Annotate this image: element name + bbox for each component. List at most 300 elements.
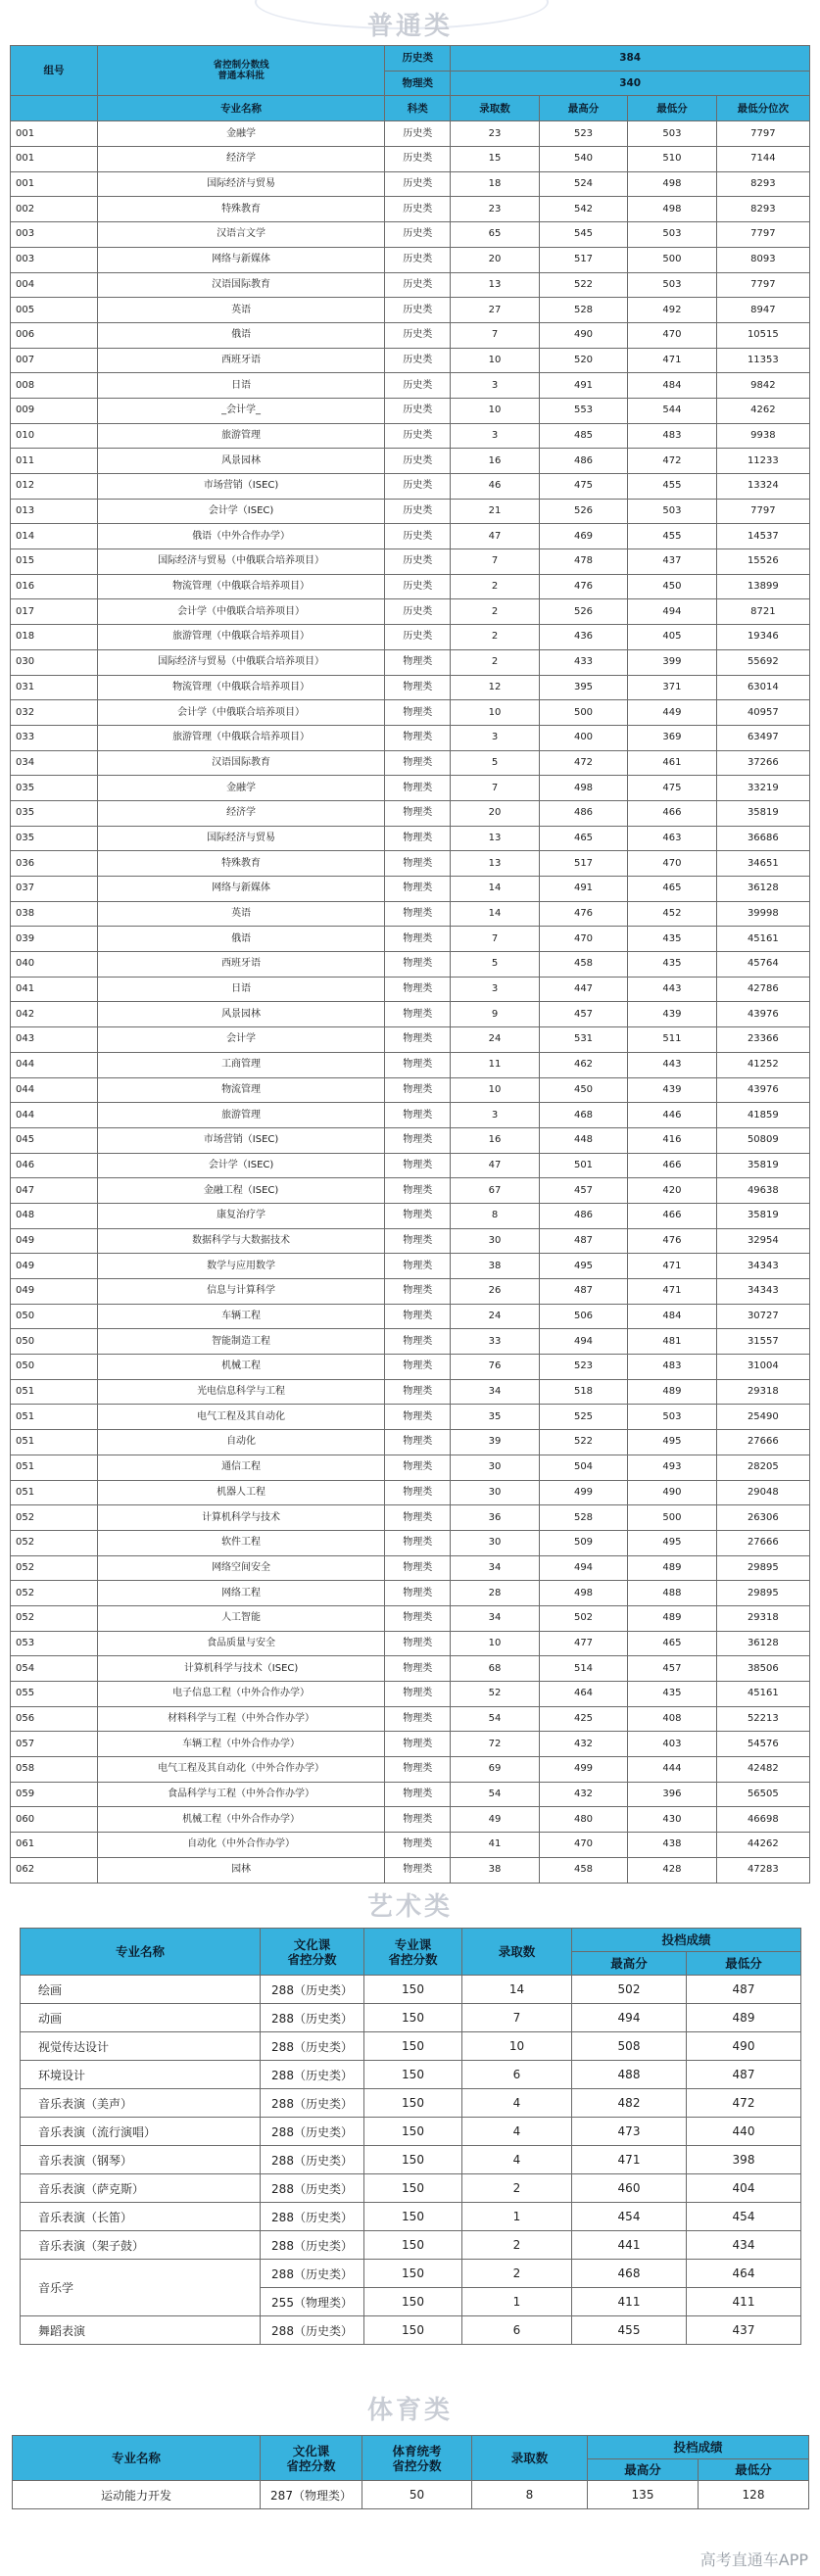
cell-culture-line: 288（历史类） bbox=[261, 2061, 364, 2089]
cell-group: 010 bbox=[11, 423, 98, 449]
cell-admitted: 14 bbox=[451, 877, 539, 902]
cell-min-rank: 28205 bbox=[716, 1455, 809, 1480]
cell-max: 499 bbox=[539, 1480, 627, 1505]
cell-admitted: 34 bbox=[451, 1555, 539, 1581]
cell-culture-line: 288（历史类） bbox=[261, 2260, 364, 2288]
cell-min-rank: 35819 bbox=[716, 800, 809, 826]
cell-min: 487 bbox=[687, 2061, 801, 2089]
table-row bbox=[11, 1103, 810, 1128]
table-row bbox=[11, 524, 810, 549]
cell-group: 044 bbox=[11, 1077, 98, 1103]
cell-group: 060 bbox=[11, 1807, 98, 1833]
cell-min: 489 bbox=[628, 1555, 716, 1581]
cell-category: 物理类 bbox=[385, 1153, 451, 1178]
cell-min: 408 bbox=[628, 1706, 716, 1732]
cell-major: 音乐表演（钢琴） bbox=[21, 2146, 261, 2174]
cell-admitted: 47 bbox=[451, 1153, 539, 1178]
cell-max: 500 bbox=[539, 700, 627, 726]
cell-min-rank: 43976 bbox=[716, 1002, 809, 1027]
cell-max: 135 bbox=[588, 2481, 699, 2509]
cell-major: 风景园林 bbox=[97, 1002, 384, 1027]
cell-min-rank: 4262 bbox=[716, 398, 809, 423]
cell-admitted: 26 bbox=[451, 1279, 539, 1305]
cell-admitted: 34 bbox=[451, 1605, 539, 1631]
cell-culture-line: 287（物理类） bbox=[261, 2481, 362, 2509]
cell-major: 物流管理（中俄联合培养项目） bbox=[97, 675, 384, 700]
cell-min-rank: 10515 bbox=[716, 322, 809, 348]
cell-min: 494 bbox=[628, 599, 716, 625]
cell-major: 电气工程及其自动化 bbox=[97, 1405, 384, 1430]
cell-admitted: 24 bbox=[451, 1304, 539, 1329]
cell-min-rank: 14537 bbox=[716, 524, 809, 549]
cell-admitted: 23 bbox=[451, 197, 539, 222]
cell-major: 光电信息科学与工程 bbox=[97, 1379, 384, 1405]
cell-major: 网络与新媒体 bbox=[97, 247, 384, 272]
cell-major: 计算机科学与技术（ISEC) bbox=[97, 1656, 384, 1682]
cell-group: 055 bbox=[11, 1682, 98, 1707]
cell-admitted: 30 bbox=[451, 1455, 539, 1480]
cell-admitted: 4 bbox=[462, 2118, 572, 2146]
cell-major: 英语 bbox=[97, 298, 384, 323]
cell-prof-line: 150 bbox=[364, 2004, 462, 2032]
cell-min-rank: 50809 bbox=[716, 1127, 809, 1153]
cell-category: 物理类 bbox=[385, 927, 451, 952]
cell-min: 503 bbox=[628, 121, 716, 147]
cell-max: 468 bbox=[539, 1103, 627, 1128]
cell-max: 425 bbox=[539, 1706, 627, 1732]
header-history-line: 384 bbox=[451, 46, 810, 72]
cell-major: 金融工程（ISEC) bbox=[97, 1178, 384, 1204]
table-row bbox=[11, 826, 810, 851]
cell-max: 460 bbox=[572, 2174, 687, 2203]
cell-admitted: 72 bbox=[451, 1732, 539, 1757]
cell-min: 481 bbox=[628, 1329, 716, 1355]
cell-group: 003 bbox=[11, 247, 98, 272]
cell-min: 464 bbox=[687, 2260, 801, 2288]
cell-admitted: 54 bbox=[451, 1782, 539, 1807]
table-row bbox=[11, 877, 810, 902]
cell-group: 005 bbox=[11, 298, 98, 323]
cell-max: 477 bbox=[539, 1631, 627, 1656]
header-group: 组号 bbox=[11, 46, 98, 96]
cell-category: 历史类 bbox=[385, 247, 451, 272]
cell-group: 062 bbox=[11, 1857, 98, 1883]
cell-group: 015 bbox=[11, 549, 98, 575]
cell-admitted: 2 bbox=[462, 2260, 572, 2288]
cell-admitted: 3 bbox=[451, 1103, 539, 1128]
cell-category: 历史类 bbox=[385, 121, 451, 147]
cell-min-rank: 36128 bbox=[716, 877, 809, 902]
cell-major: _会计学_ bbox=[97, 398, 384, 423]
cell-min: 493 bbox=[628, 1455, 716, 1480]
cell-category: 物理类 bbox=[385, 1027, 451, 1053]
cell-min: 500 bbox=[628, 1505, 716, 1531]
cell-admitted: 16 bbox=[451, 449, 539, 474]
cell-min: 454 bbox=[687, 2203, 801, 2231]
cell-major: 日语 bbox=[97, 977, 384, 1002]
cell-culture-line: 288（历史类） bbox=[261, 2118, 364, 2146]
cell-group: 013 bbox=[11, 499, 98, 524]
cell-max: 487 bbox=[539, 1228, 627, 1254]
cell-admitted: 69 bbox=[451, 1757, 539, 1783]
cell-group: 043 bbox=[11, 1027, 98, 1053]
cell-admitted: 28 bbox=[451, 1581, 539, 1606]
cell-admitted: 3 bbox=[451, 373, 539, 399]
cell-admitted: 41 bbox=[451, 1833, 539, 1858]
table-row bbox=[11, 1379, 810, 1405]
cell-max: 542 bbox=[539, 197, 627, 222]
cell-min: 471 bbox=[628, 1279, 716, 1305]
cell-admitted: 14 bbox=[451, 901, 539, 927]
cell-min-rank: 27666 bbox=[716, 1430, 809, 1455]
cell-max: 540 bbox=[539, 147, 627, 172]
cell-category: 物理类 bbox=[385, 1605, 451, 1631]
cell-group: 052 bbox=[11, 1605, 98, 1631]
cell-category: 物理类 bbox=[385, 1656, 451, 1682]
cell-major: 旅游管理（中俄联合培养项目） bbox=[97, 625, 384, 650]
cell-admitted: 6 bbox=[462, 2061, 572, 2089]
table-row bbox=[11, 776, 810, 801]
table-row bbox=[11, 499, 810, 524]
cell-group: 061 bbox=[11, 1833, 98, 1858]
cell-category: 历史类 bbox=[385, 474, 451, 500]
art-header-admitted: 录取数 bbox=[462, 1929, 572, 1976]
cell-admitted: 5 bbox=[451, 952, 539, 978]
cell-category: 物理类 bbox=[385, 1455, 451, 1480]
cell-max: 480 bbox=[539, 1807, 627, 1833]
cell-min-rank: 30727 bbox=[716, 1304, 809, 1329]
cell-min: 487 bbox=[687, 1976, 801, 2004]
cell-min: 435 bbox=[628, 952, 716, 978]
cell-major: 会计学 bbox=[97, 1027, 384, 1053]
table-row bbox=[11, 1480, 810, 1505]
sport-header-scores: 投档成绩 bbox=[588, 2436, 809, 2459]
cell-admitted: 2 bbox=[462, 2174, 572, 2203]
cell-max: 475 bbox=[539, 474, 627, 500]
cell-group: 038 bbox=[11, 901, 98, 927]
cell-category: 物理类 bbox=[385, 1757, 451, 1783]
cell-min: 544 bbox=[628, 398, 716, 423]
cell-min-rank: 29318 bbox=[716, 1379, 809, 1405]
cell-major: 车辆工程 bbox=[97, 1304, 384, 1329]
cell-major: 国际经济与贸易（中俄联合培养项目） bbox=[97, 549, 384, 575]
cell-max: 448 bbox=[539, 1127, 627, 1153]
cell-group: 016 bbox=[11, 574, 98, 599]
cell-min-rank: 42786 bbox=[716, 977, 809, 1002]
table-row bbox=[21, 2174, 801, 2203]
cell-category: 物理类 bbox=[385, 776, 451, 801]
cell-max: 436 bbox=[539, 625, 627, 650]
general-table-body bbox=[11, 121, 810, 1883]
cell-max: 502 bbox=[539, 1605, 627, 1631]
cell-category: 物理类 bbox=[385, 1329, 451, 1355]
cell-min: 498 bbox=[628, 197, 716, 222]
cell-max: 476 bbox=[539, 574, 627, 599]
cell-major: 自动化（中外合作办学） bbox=[97, 1833, 384, 1858]
cell-major: 经济学 bbox=[97, 147, 384, 172]
cell-max: 468 bbox=[572, 2260, 687, 2288]
cell-admitted: 4 bbox=[462, 2146, 572, 2174]
cell-major: 数据科学与大数据技术 bbox=[97, 1228, 384, 1254]
cell-admitted: 2 bbox=[451, 649, 539, 675]
cell-major: 风景园林 bbox=[97, 449, 384, 474]
cell-min-rank: 7144 bbox=[716, 147, 809, 172]
cell-max: 486 bbox=[539, 800, 627, 826]
table-row bbox=[11, 1807, 810, 1833]
cell-min-rank: 11233 bbox=[716, 449, 809, 474]
cell-min-rank: 43976 bbox=[716, 1077, 809, 1103]
cell-max: 499 bbox=[539, 1757, 627, 1783]
cell-min: 416 bbox=[628, 1127, 716, 1153]
table-row bbox=[11, 1002, 810, 1027]
cell-major: 旅游管理 bbox=[97, 1103, 384, 1128]
cell-max: 494 bbox=[539, 1329, 627, 1355]
table-row bbox=[11, 247, 810, 272]
table-row bbox=[11, 423, 810, 449]
table-row bbox=[11, 1203, 810, 1228]
cell-min-rank: 7797 bbox=[716, 222, 809, 248]
cell-major: 电子信息工程（中外合作办学） bbox=[97, 1682, 384, 1707]
cell-group: 052 bbox=[11, 1530, 98, 1555]
cell-min-rank: 23366 bbox=[716, 1027, 809, 1053]
cell-min-rank: 11353 bbox=[716, 348, 809, 373]
cell-admitted: 49 bbox=[451, 1807, 539, 1833]
cell-admitted: 30 bbox=[451, 1530, 539, 1555]
cell-category: 历史类 bbox=[385, 348, 451, 373]
cell-min-rank: 36128 bbox=[716, 1631, 809, 1656]
cell-category: 历史类 bbox=[385, 574, 451, 599]
cell-admitted: 65 bbox=[451, 222, 539, 248]
table-row bbox=[11, 171, 810, 197]
cell-category: 物理类 bbox=[385, 1002, 451, 1027]
cell-culture-line: 288（历史类） bbox=[261, 2231, 364, 2260]
table-row bbox=[11, 1605, 810, 1631]
table-row bbox=[11, 1782, 810, 1807]
cell-category: 历史类 bbox=[385, 423, 451, 449]
cell-max: 486 bbox=[539, 449, 627, 474]
sport-header-sport-line: 体育统考 省控分数 bbox=[362, 2436, 472, 2481]
cell-category: 物理类 bbox=[385, 725, 451, 750]
cell-max: 488 bbox=[572, 2061, 687, 2089]
cell-category: 物理类 bbox=[385, 952, 451, 978]
cell-group: 036 bbox=[11, 851, 98, 877]
cell-major: 机械工程（中外合作办学） bbox=[97, 1807, 384, 1833]
cell-min-rank: 42482 bbox=[716, 1757, 809, 1783]
cell-max: 455 bbox=[572, 2316, 687, 2345]
cell-group: 052 bbox=[11, 1555, 98, 1581]
cell-major: 康复治疗学 bbox=[97, 1203, 384, 1228]
cell-admitted: 23 bbox=[451, 121, 539, 147]
table-row bbox=[11, 147, 810, 172]
cell-admitted: 2 bbox=[451, 574, 539, 599]
cell-min-rank: 40957 bbox=[716, 700, 809, 726]
table-row bbox=[11, 1178, 810, 1204]
cell-max: 400 bbox=[539, 725, 627, 750]
table-row bbox=[11, 675, 810, 700]
cell-category: 物理类 bbox=[385, 750, 451, 776]
cell-category: 历史类 bbox=[385, 373, 451, 399]
table-row bbox=[21, 1976, 801, 2004]
cell-min: 435 bbox=[628, 1682, 716, 1707]
cell-admitted: 24 bbox=[451, 1027, 539, 1053]
app-watermark: 高考直通车APP bbox=[699, 2551, 808, 2569]
cell-group: 042 bbox=[11, 1002, 98, 1027]
table-row bbox=[11, 1077, 810, 1103]
cell-group: 008 bbox=[11, 373, 98, 399]
cell-major: 动画 bbox=[21, 2004, 261, 2032]
cell-major: 舞蹈表演 bbox=[21, 2316, 261, 2345]
cell-max: 494 bbox=[539, 1555, 627, 1581]
cell-group: 053 bbox=[11, 1631, 98, 1656]
table-row bbox=[11, 1027, 810, 1053]
table-row bbox=[11, 1530, 810, 1555]
cell-group: 012 bbox=[11, 474, 98, 500]
header-category: 科类 bbox=[385, 96, 451, 121]
cell-min: 503 bbox=[628, 272, 716, 298]
cell-prof-line: 150 bbox=[364, 2316, 462, 2345]
cell-max: 472 bbox=[539, 750, 627, 776]
cell-min-rank: 7797 bbox=[716, 121, 809, 147]
cell-category: 历史类 bbox=[385, 298, 451, 323]
cell-max: 441 bbox=[572, 2231, 687, 2260]
cell-min: 399 bbox=[628, 649, 716, 675]
cell-admitted: 30 bbox=[451, 1480, 539, 1505]
cell-category: 历史类 bbox=[385, 222, 451, 248]
cell-max: 478 bbox=[539, 549, 627, 575]
cell-max: 473 bbox=[572, 2118, 687, 2146]
cell-max: 520 bbox=[539, 348, 627, 373]
cell-min-rank: 19346 bbox=[716, 625, 809, 650]
cell-group: 051 bbox=[11, 1455, 98, 1480]
cell-group: 050 bbox=[11, 1329, 98, 1355]
cell-major: 食品质量与安全 bbox=[97, 1631, 384, 1656]
cell-min: 438 bbox=[628, 1833, 716, 1858]
cell-admitted: 5 bbox=[451, 750, 539, 776]
header-max: 最高分 bbox=[539, 96, 627, 121]
cell-major: 软件工程 bbox=[97, 1530, 384, 1555]
cell-max: 498 bbox=[539, 1581, 627, 1606]
cell-category: 历史类 bbox=[385, 322, 451, 348]
cell-min-rank: 63497 bbox=[716, 725, 809, 750]
cell-max: 504 bbox=[539, 1455, 627, 1480]
cell-min-rank: 9938 bbox=[716, 423, 809, 449]
cell-min: 470 bbox=[628, 851, 716, 877]
cell-category: 物理类 bbox=[385, 1807, 451, 1833]
cell-group: 003 bbox=[11, 222, 98, 248]
cell-group: 040 bbox=[11, 952, 98, 978]
cell-min: 510 bbox=[628, 147, 716, 172]
cell-major: 物流管理 bbox=[97, 1077, 384, 1103]
cell-admitted: 10 bbox=[451, 1631, 539, 1656]
cell-group: 018 bbox=[11, 625, 98, 650]
table-row bbox=[11, 1430, 810, 1455]
cell-min-rank: 9842 bbox=[716, 373, 809, 399]
cell-admitted: 11 bbox=[451, 1052, 539, 1077]
cell-major: 金融学 bbox=[97, 121, 384, 147]
cell-min: 500 bbox=[628, 247, 716, 272]
cell-admitted: 2 bbox=[462, 2231, 572, 2260]
cell-min-rank: 31557 bbox=[716, 1329, 809, 1355]
cell-min-rank: 54576 bbox=[716, 1732, 809, 1757]
cell-admitted: 67 bbox=[451, 1178, 539, 1204]
cell-max: 528 bbox=[539, 1505, 627, 1531]
cell-min: 439 bbox=[628, 1002, 716, 1027]
cell-category: 历史类 bbox=[385, 272, 451, 298]
cell-admitted: 13 bbox=[451, 826, 539, 851]
table-row bbox=[11, 1505, 810, 1531]
cell-major: 音乐学 bbox=[21, 2260, 261, 2316]
cell-major: 金融学 bbox=[97, 776, 384, 801]
cell-min: 396 bbox=[628, 1782, 716, 1807]
cell-min: 466 bbox=[628, 1153, 716, 1178]
table-row bbox=[13, 2481, 809, 2509]
cell-major: 工商管理 bbox=[97, 1052, 384, 1077]
cell-min: 434 bbox=[687, 2231, 801, 2260]
cell-category: 物理类 bbox=[385, 851, 451, 877]
table-row bbox=[11, 449, 810, 474]
table-row bbox=[21, 2004, 801, 2032]
sport-header-admitted: 录取数 bbox=[472, 2436, 588, 2481]
cell-min-rank: 52213 bbox=[716, 1706, 809, 1732]
cell-min: 452 bbox=[628, 901, 716, 927]
cell-category: 历史类 bbox=[385, 398, 451, 423]
cell-admitted: 20 bbox=[451, 247, 539, 272]
cell-category: 历史类 bbox=[385, 499, 451, 524]
cell-culture-line: 288（历史类） bbox=[261, 2032, 364, 2061]
cell-min: 398 bbox=[687, 2146, 801, 2174]
cell-min-rank: 13324 bbox=[716, 474, 809, 500]
cell-group: 035 bbox=[11, 776, 98, 801]
cell-category: 历史类 bbox=[385, 449, 451, 474]
cell-culture-line: 288（历史类） bbox=[261, 2089, 364, 2118]
cell-max: 526 bbox=[539, 599, 627, 625]
cell-min: 465 bbox=[628, 877, 716, 902]
cell-major: 智能制造工程 bbox=[97, 1329, 384, 1355]
sport-table-body bbox=[13, 2481, 809, 2509]
cell-max: 457 bbox=[539, 1002, 627, 1027]
cell-min-rank: 35819 bbox=[716, 1203, 809, 1228]
cell-max: 458 bbox=[539, 1857, 627, 1883]
cell-min-rank: 8293 bbox=[716, 171, 809, 197]
table-row bbox=[21, 2032, 801, 2061]
cell-major: 音乐表演（美声） bbox=[21, 2089, 261, 2118]
cell-major: 园林 bbox=[97, 1857, 384, 1883]
cell-admitted: 39 bbox=[451, 1430, 539, 1455]
cell-max: 432 bbox=[539, 1732, 627, 1757]
cell-admitted: 10 bbox=[462, 2032, 572, 2061]
cell-category: 物理类 bbox=[385, 675, 451, 700]
cell-min: 490 bbox=[628, 1480, 716, 1505]
cell-group: 034 bbox=[11, 750, 98, 776]
cell-major: 国际经济与贸易 bbox=[97, 826, 384, 851]
cell-group: 030 bbox=[11, 649, 98, 675]
table-row bbox=[11, 1757, 810, 1783]
cell-min: 498 bbox=[628, 171, 716, 197]
cell-max: 495 bbox=[539, 1254, 627, 1279]
cell-major: 会计学（ISEC) bbox=[97, 499, 384, 524]
cell-major: 俄语（中外合作办学） bbox=[97, 524, 384, 549]
sport-header-culture-line: 文化课 省控分数 bbox=[261, 2436, 362, 2481]
cell-major: 西班牙语 bbox=[97, 348, 384, 373]
cell-major: 数学与应用数学 bbox=[97, 1254, 384, 1279]
cell-major: 材料科学与工程（中外合作办学） bbox=[97, 1706, 384, 1732]
cell-major: 绘画 bbox=[21, 1976, 261, 2004]
cell-major: 电气工程及其自动化（中外合作办学） bbox=[97, 1757, 384, 1783]
cell-major: 汉语国际教育 bbox=[97, 272, 384, 298]
cell-prof-line: 150 bbox=[364, 2260, 462, 2288]
table-row bbox=[11, 272, 810, 298]
cell-major: 音乐表演（萨克斯） bbox=[21, 2174, 261, 2203]
